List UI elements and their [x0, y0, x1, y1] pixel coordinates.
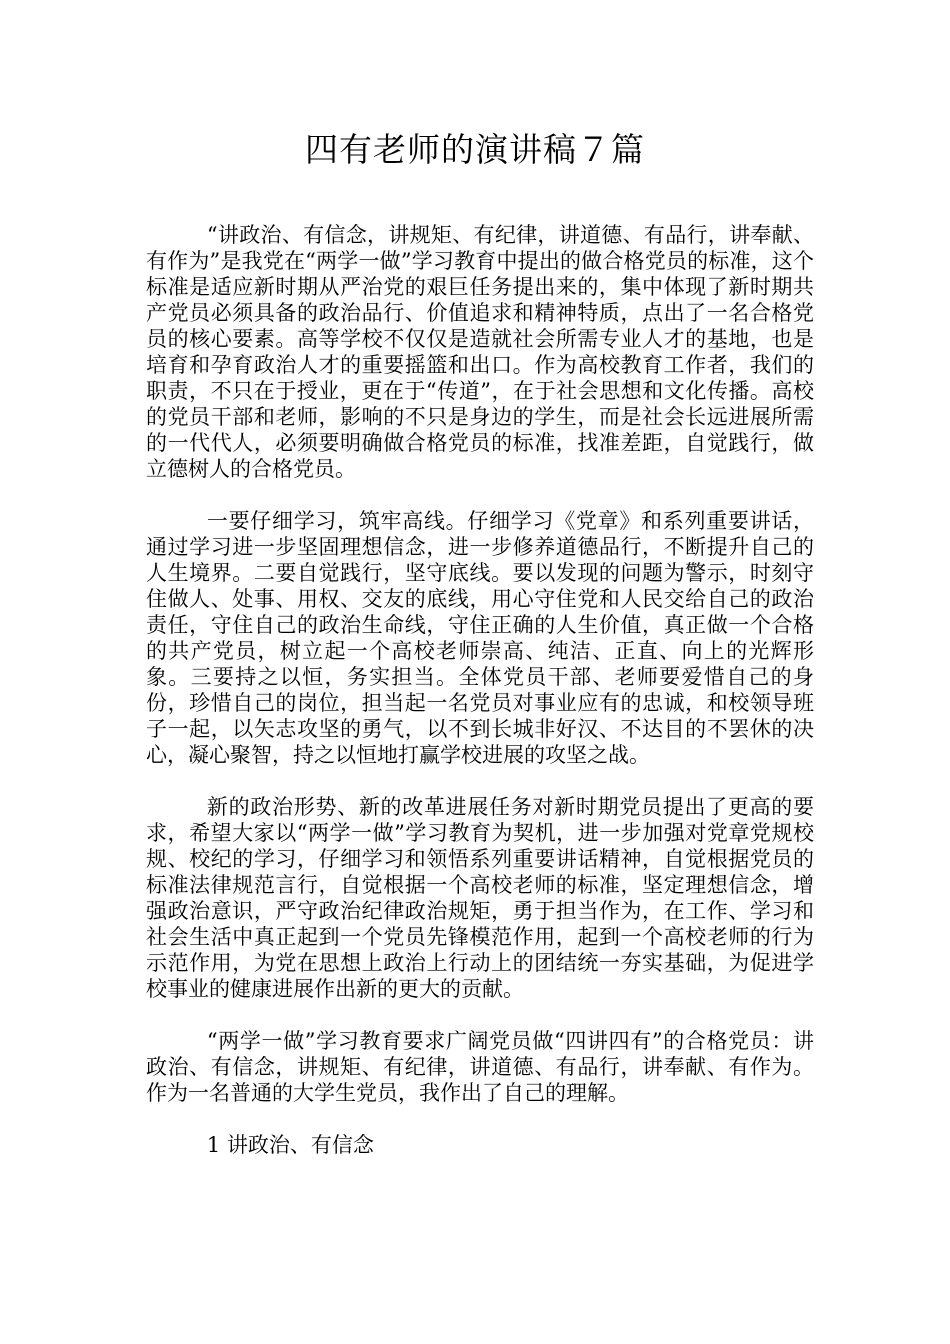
- paragraph-4: “两学一做”学习教育要求广阔党员做“四讲四有”的合格党员：讲政治、有信念，讲规矩、有纪律，讲道德、有品行，讲奉献、有作为。作为一名普通的大学生党员，我作出了自己的理解。: [146, 1029, 814, 1105]
- paragraph-1: “讲政治、有信念，讲规矩、有纪律，讲道德、有品行，讲奉献、有作为”是我党在“两学一做”学习教育中提出的做合格党员的标准，这个标准是适应新时期从严治党的艰巨任务提出来的，集中体现了新时期共产党员必须具备的政治品行、价值追求和精神特质，点出了一名合格党员的核心要素。高等学校不仅仅是造就社会所需专业人才的基地，也是培育和孕育政治人才的重要摇篮和出口。作为高校教育工作者，我们的职责，不只在于授业，更在于“传道”，在于社会思想和文化传播。高校的党员干部和老师，影响的不只是身边的学生，而是社会长远进展所需的一代代人，必须要明确做合格党员的标准，找准差距，自觉践行，做立德树人的合格党员。: [146, 223, 814, 481]
- section-heading-1: 1 讲政治、有信念: [206, 1133, 374, 1157]
- paragraph-3: 新的政治形势、新的改革进展任务对新时期党员提出了更高的要求，希望大家以“两学一做”学习教育为契机，进一步加强对党章党规校规、校纪的学习，仔细学习和领悟系列重要讲话精神，自觉根据党员的标准法律规范言行，自觉根据一个高校老师的标准，坚定理想信念，增强政治意识，严守政治纪律政治规矩，勇于担当作为，在工作、学习和社会生活中真正起到一个党员先锋模范作用，起到一个高校老师的行为示范作用，为党在思想上政治上行动上的团结统一夯实基础，为促进学校事业的健康进展作出新的更大的贡献。: [146, 795, 814, 1001]
- document-title: 四有老师的演讲稿７篇: [305, 130, 645, 169]
- document-body: [146, 222, 814, 1184]
- paragraph-2: 一要仔细学习，筑牢高线。仔细学习《党章》和系列重要讲话，通过学习进一步坚固理想信念，进一步修养道德品行，不断提升自己的人生境界。二要自觉践行，坚守底线。要以发现的问题为警示，时刻守住做人、处事、用权、交友的底线，用心守住党和人民交给自己的政治责任，守住自己的政治生命线，守住正确的人生价值，真正做一个合格的共产党员，树立起一个高校老师崇高、纯洁、正直、向上的光辉形象。三要持之以恒，务实担当。全体党员干部、老师要爱惜自己的身份，珍惜自己的岗位，担当起一名党员对事业应有的忠诚，和校领导班子一起，以矢志攻坚的勇气，以不到长城非好汉、不达目的不罢休的决心，凝心聚智，持之以恒地打赢学校进展的攻坚之战。: [146, 509, 814, 767]
